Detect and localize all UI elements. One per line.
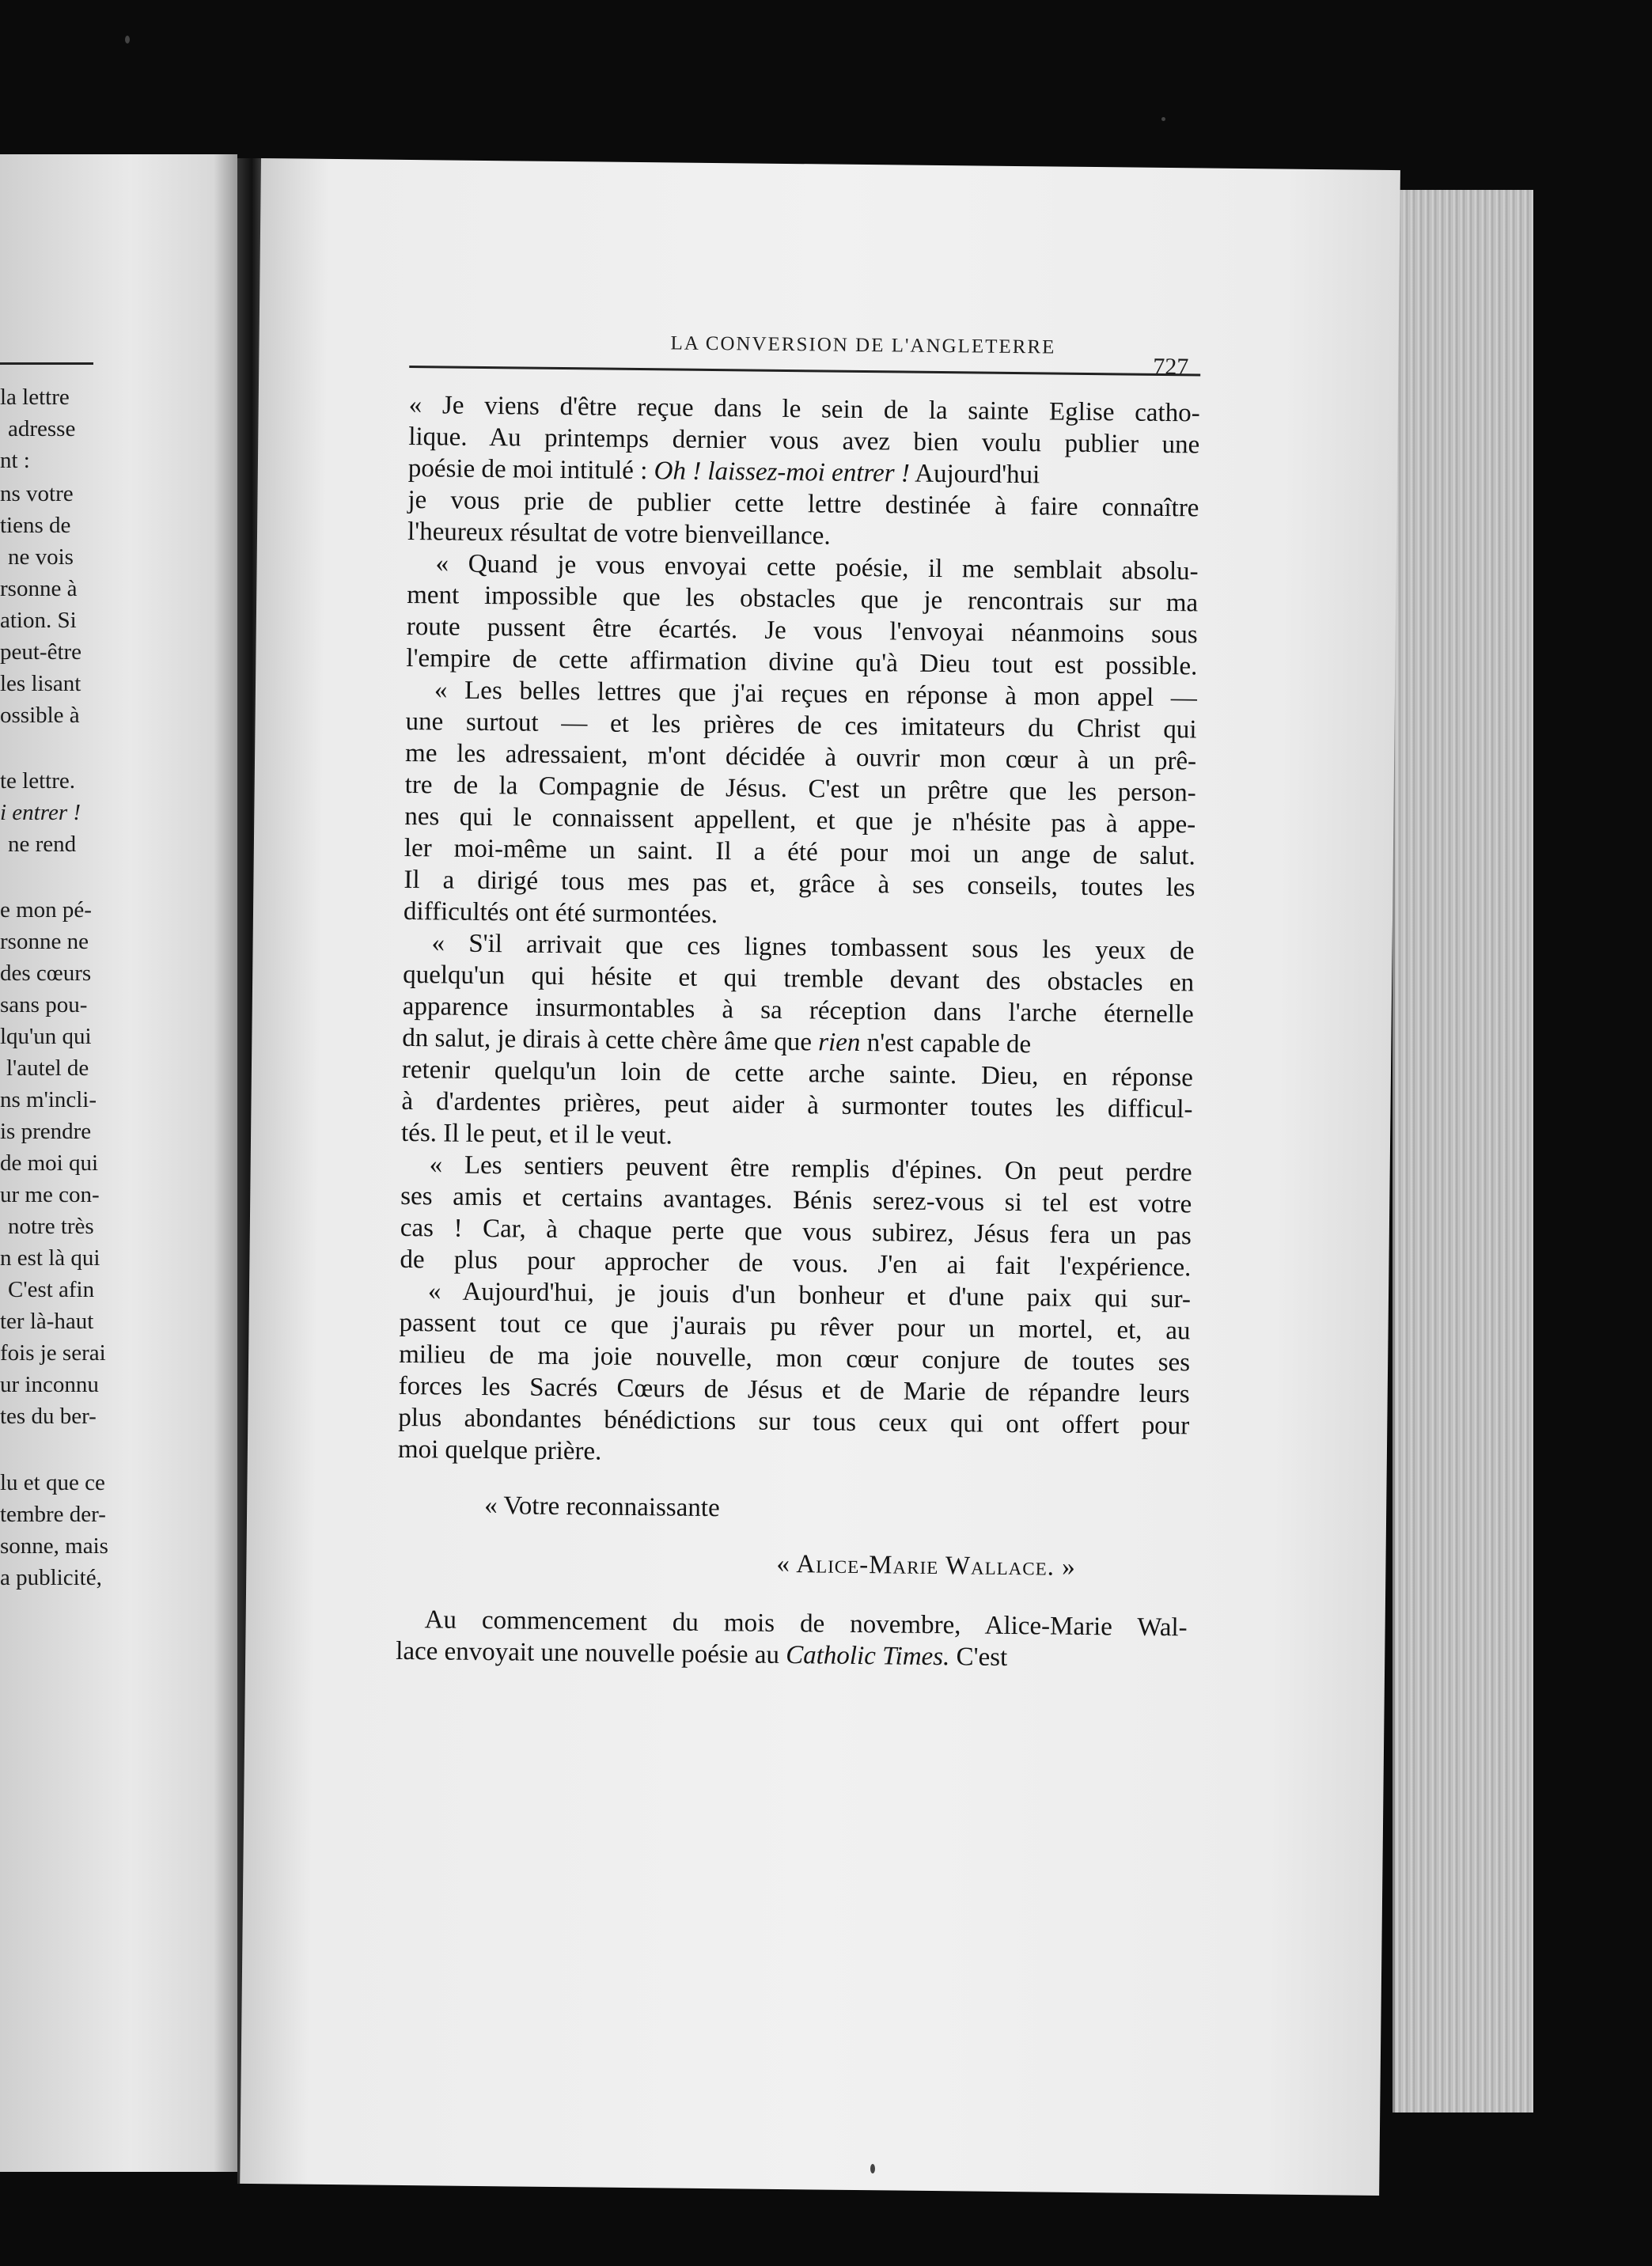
left-line: ne rend [8, 832, 77, 857]
text-line: « Les sentiers peuvent être remplis d'épines. On peut perdre [429, 1150, 1192, 1188]
newspaper-title: Catholic Times. [786, 1641, 950, 1672]
poem-title: Oh ! laissez-moi entrer ! [654, 457, 910, 488]
left-line: is prendre [0, 1119, 92, 1144]
left-line: ation. Si [0, 608, 77, 633]
left-line: adresse [8, 416, 76, 441]
left-line: fois je serai [0, 1340, 106, 1366]
film-speck [125, 36, 130, 44]
text-line: tés. Il le peut, et il le veut. [400, 1118, 673, 1150]
text-line: cas ! Car, à chaque perte que vous subirez, Jésus fera un pas [400, 1213, 1192, 1251]
text-fragment: poésie de moi intitulé : [407, 453, 654, 486]
left-line: ns m'incli- [0, 1087, 97, 1112]
left-line: sans pou- [0, 992, 88, 1017]
text-line: une surtout — et les prières de ces imitateurs du Christ qui [405, 707, 1197, 745]
left-line: e mon pé- [0, 897, 92, 923]
page-edges [1392, 190, 1533, 2113]
header-rule [409, 366, 1200, 376]
text-line: l'empire de cette affirmation divine qu'à Dieu tout est possible. [406, 643, 1198, 681]
text-line: ler moi-même un saint. Il a été pour moi un ange de salut. [404, 833, 1196, 871]
left-line: ne vois [8, 544, 74, 570]
left-line: tes du ber- [0, 1404, 97, 1429]
text-line: Il a dirigé tous mes pas et, grâce à ses conseils, toutes les [404, 865, 1195, 903]
text-line: quelqu'un qui hésite et qui tremble devant des obstacles en [403, 960, 1195, 998]
text-line: « S'il arrivait que ces lignes tombassent sous les yeux de [431, 929, 1195, 966]
text-line: Au commencement du mois de novembre, Alice-Marie Wal- [424, 1605, 1188, 1643]
left-line: tiens de [0, 513, 71, 538]
left-line: lqu'un qui [0, 1024, 92, 1049]
film-speck [1161, 117, 1165, 121]
left-line: rsonne ne [0, 929, 89, 954]
left-line: ter là-haut [0, 1309, 94, 1334]
left-line: notre très [8, 1214, 94, 1239]
left-line: lu et que ce [0, 1470, 105, 1495]
text-line: forces les Sacrés Cœurs de Jésus et de Marie de répandre leurs [398, 1371, 1190, 1409]
left-line: ur inconnu [0, 1372, 99, 1397]
text-line: me les adressaient, m'ont décidée à ouvrir mon cœur à un prê- [404, 738, 1197, 776]
left-page [0, 154, 237, 2172]
left-line: i entrer ! [0, 800, 81, 825]
left-line: nt : [0, 448, 30, 473]
left-line: ns votre [0, 481, 74, 506]
text-fragment: dn salut, je dirais à cette chère âme que [402, 1023, 819, 1057]
left-line: la lettre [0, 385, 70, 410]
text-line: « Je viens d'être reçue dans le sein de la sainte Eglise catho- [408, 390, 1200, 428]
left-line: sonne, mais [0, 1533, 108, 1559]
left-line: C'est afin [8, 1277, 95, 1302]
text-line: lique. Au printemps dernier vous avez bien voulu publier une [408, 422, 1200, 460]
text-line: « Quand je vous envoyai cette poésie, il me semblait absolu- [435, 549, 1199, 586]
left-line: tembre der- [0, 1502, 106, 1527]
right-page [240, 158, 1400, 2196]
text-line: apparence insurmontables à sa réception dans l'arche éternelle [402, 991, 1194, 1029]
text-line: à d'ardentes prières, peut aider à surmonter toutes les difficul- [401, 1086, 1193, 1124]
text-line: l'heureux résultat de votre bienveillance. [407, 517, 831, 551]
left-line: n est là qui [0, 1245, 100, 1271]
text-fragment: lace envoyait une nouvelle poésie au [396, 1636, 786, 1670]
left-line: ossible à [0, 703, 80, 728]
left-line: de moi qui [0, 1150, 99, 1176]
text-line: « Aujourd'hui, je jouis d'un bonheur et d'une paix qui sur- [427, 1277, 1192, 1314]
text-line: moi quelque prière. [397, 1434, 602, 1466]
left-line: a publicité, [0, 1565, 102, 1590]
text-line: je vous prie de publier cette lettre destinée à faire connaître [407, 485, 1199, 523]
left-line: ur me con- [0, 1182, 100, 1207]
text-line: tre de la Compagnie de Jésus. C'est un prêtre que les person- [404, 770, 1196, 808]
left-line: l'autel de [6, 1055, 89, 1081]
closing-line: « Votre reconnaissante [483, 1491, 720, 1523]
text-fragment: C'est [949, 1643, 1008, 1672]
running-head: LA CONVERSION DE L'ANGLETERRE [670, 332, 1056, 358]
page-number: 727 [1153, 353, 1189, 381]
left-line: rsonne à [0, 576, 78, 601]
signature: « Alice-Marie Wallace. » [776, 1549, 1076, 1582]
italic-word: rien [818, 1028, 861, 1057]
text-line: passent tout ce que j'aurais pu rêver pour un mortel, et, au [399, 1308, 1191, 1346]
page-body [396, 389, 1200, 1672]
left-line: des cœurs [0, 961, 92, 986]
text-fragment: Aujourd'hui [909, 459, 1040, 490]
text-line: milieu de ma joie nouvelle, mon cœur conjure de toutes ses [398, 1340, 1191, 1377]
text-line: difficultés ont été surmontées. [403, 896, 718, 930]
text-line: retenir quelqu'un loin de cette arche sainte. Dieu, en réponse [401, 1055, 1194, 1093]
text-line: ment impossible que les obstacles que je rencontrais sur ma [407, 580, 1199, 618]
left-line: les lisant [0, 671, 81, 696]
text-line: plus abondantes bénédictions sur tous ceux qui ont offert pour [398, 1403, 1190, 1441]
left-page-rule [0, 362, 93, 365]
text-line: de plus pour approcher de vous. J'en ai fait l'expérience. [400, 1245, 1192, 1283]
text-line: route pussent être écartés. Je vous l'envoyai néanmoins sous [406, 612, 1198, 650]
text-fragment: n'est capable de [860, 1028, 1032, 1059]
text-line: nes qui le connaissent appellent, et que je n'hésite pas à appe- [404, 801, 1196, 839]
left-line: peut-être [0, 639, 82, 665]
film-speck [870, 2164, 875, 2173]
text-line: « Les belles lettres que j'ai reçues en réponse à mon appel — [434, 676, 1198, 713]
text-line [396, 1635, 1007, 1673]
left-line: te lettre. [0, 768, 76, 794]
text-line: ses amis et certains avantages. Bénis serez-vous si tel est votre [400, 1181, 1192, 1219]
